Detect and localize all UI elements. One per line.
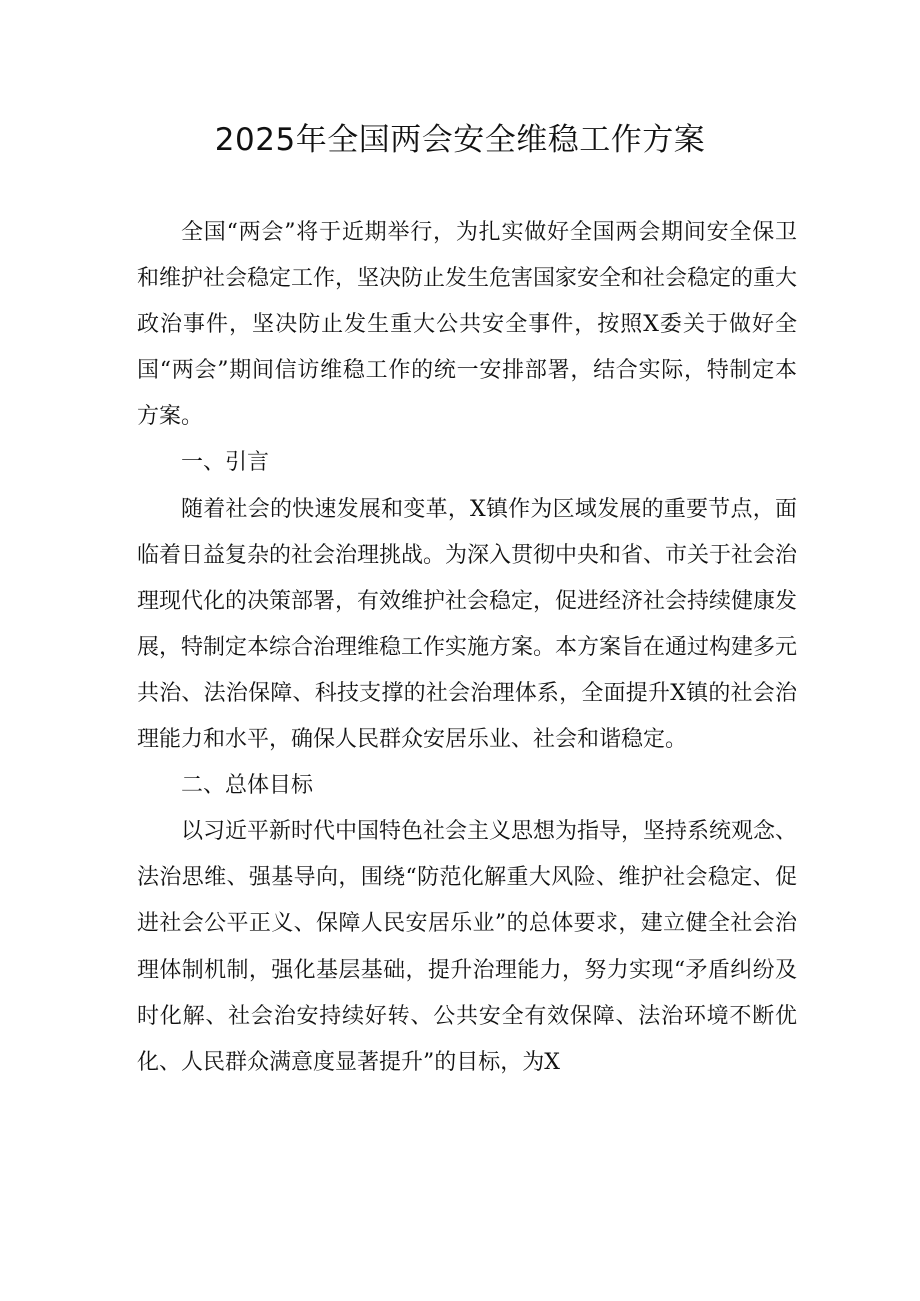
section-heading-overall-goal: 二、总体目标	[181, 773, 314, 799]
document-body	[137, 210, 797, 1086]
section-heading-introduction: 一、引言	[181, 450, 270, 476]
introduction-paragraph: 随着社会的快速发展和变革，X镇作为区域发展的重要节点，面临着日益复杂的社会治理挑战。为深入贯彻中央和省、市关于社会治理现代化的决策部署，有效维护社会稳定，促进经济社会持续健康发展，特制定本综合治理维稳工作实施方案。本方案旨在通过构建多元共治、法治保障、科技支撑的社会治理体系，全面提升X镇的社会治理能力和水平，确保人民群众安居乐业、社会和谐稳定。	[137, 496, 798, 753]
intro-paragraph: 全国“两会”将于近期举行，为扎实做好全国两会期间安全保卫和维护社会稳定工作，坚决防止发生危害国家安全和社会稳定的重大政治事件，坚决防止发生重大公共安全事件，按照X委关于做好全国“两会”期间信访维稳工作的统一安排部署，结合实际，特制定本方案。	[137, 220, 798, 430]
document-title: 2025年全国两会安全维稳工作方案	[214, 122, 706, 158]
overall-goal-paragraph: 以习近平新时代中国特色社会主义思想为指导，坚持系统观念、法治思维、强基导向，围绕“防范化解重大风险、维护社会稳定、促进社会公平正义、保障人民安居乐业”的总体要求，建立健全社会治理体制机制，强化基层基础，提升治理能力，努力实现“矛盾纠纷及时化解、社会治安持续好转、公共安全有效保障、法治环境不断优化、人民群众满意度显著提升”的目标，为X	[137, 819, 798, 1075]
